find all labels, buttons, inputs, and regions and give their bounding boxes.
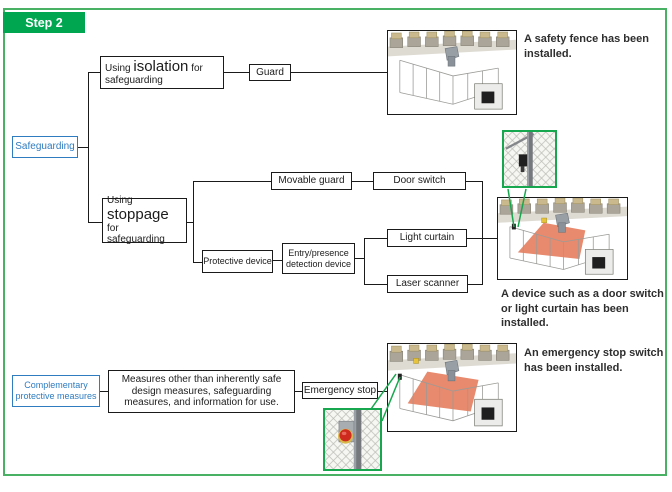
connector-line [364, 284, 387, 285]
step-label: Step 2 [25, 15, 63, 30]
node-protective-device [202, 250, 273, 273]
node-other-measures [108, 370, 295, 413]
connector-line [88, 222, 102, 223]
door-switch-detail [504, 132, 555, 186]
connector-line [468, 284, 482, 285]
node-emergency-stop-label: Emergency stop [303, 384, 377, 396]
signal-lamp [414, 358, 419, 363]
connector-line [466, 181, 482, 182]
light-curtain-emitter [542, 218, 547, 223]
detection-zone [518, 223, 585, 259]
node-protective-device-label: Protective device [203, 256, 272, 267]
node-light-curtain [387, 229, 467, 247]
door-switch-inset [502, 130, 557, 188]
emergency-stop-detail [325, 410, 380, 469]
node-complementary-measures [12, 375, 100, 407]
connector-line [364, 238, 365, 285]
node-safeguarding [12, 136, 78, 158]
node-other-measures-label: Measures other than inherently safe design measures, safeguarding measures, and information for use. [121, 373, 282, 409]
connector-line [100, 391, 108, 392]
node-door-switch-label: Door switch [393, 175, 446, 187]
emergency-stop-button [339, 429, 351, 441]
connector-line [352, 181, 373, 182]
emergency-stop-scene [388, 344, 516, 431]
connector-line [193, 181, 271, 182]
node-complementary-measures-label: Complementary protective measures [15, 380, 97, 401]
node-guard-label: Guard [256, 66, 284, 78]
node-light-curtain-label: Light curtain [399, 232, 455, 244]
node-emergency-stop [302, 382, 378, 399]
connector-line [88, 72, 100, 73]
connector-line [224, 72, 249, 73]
light-curtain-scene [498, 198, 627, 279]
illustration-door-switch-light-curtain [497, 197, 628, 280]
node-movable-guard [271, 172, 352, 190]
node-using-isolation [100, 56, 224, 89]
emergency-stop-mark [398, 374, 402, 380]
door-switch-mark [512, 224, 516, 230]
connector-line [273, 260, 282, 261]
caption-safety-fence: A safety fence has been installed. [524, 33, 649, 60]
node-movable-guard-label: Movable guard [278, 175, 345, 187]
node-using-isolation-label: Using isolation for safeguarding [105, 57, 203, 86]
connector-line [193, 181, 194, 262]
node-using-stoppage [102, 194, 187, 246]
node-laser-scanner-label: Laser scanner [395, 278, 460, 290]
step-badge [3, 12, 85, 33]
node-guard [249, 64, 291, 81]
connector-line [482, 181, 483, 285]
connector-line [482, 238, 498, 239]
node-using-stoppage-label: Using stoppage for safeguarding [107, 194, 169, 246]
node-door-switch [373, 172, 466, 190]
door-switch-device [519, 154, 527, 166]
connector-line [364, 238, 387, 239]
connector-line [193, 262, 202, 263]
caption-emergency-stop: An emergency stop switch has been installed. [524, 347, 664, 374]
connector-line [291, 72, 387, 73]
illustration-safety-fence [387, 30, 517, 115]
connector-line [88, 72, 89, 223]
connector-line [355, 258, 364, 259]
emergency-stop-inset [323, 408, 382, 471]
illustration-emergency-stop [387, 343, 517, 432]
factory-line [388, 31, 516, 109]
connector-line [467, 238, 482, 239]
node-entry-presence-label: Entry/presence detection device [285, 247, 352, 269]
safety-fence-scene [388, 31, 516, 114]
caption-device-installed: A device such as a door switch or light curtain has been installed. [501, 288, 664, 330]
node-safeguarding-label: Safeguarding [15, 141, 75, 153]
node-entry-presence [282, 243, 355, 274]
connector-line [295, 391, 302, 392]
node-laser-scanner [387, 275, 468, 293]
